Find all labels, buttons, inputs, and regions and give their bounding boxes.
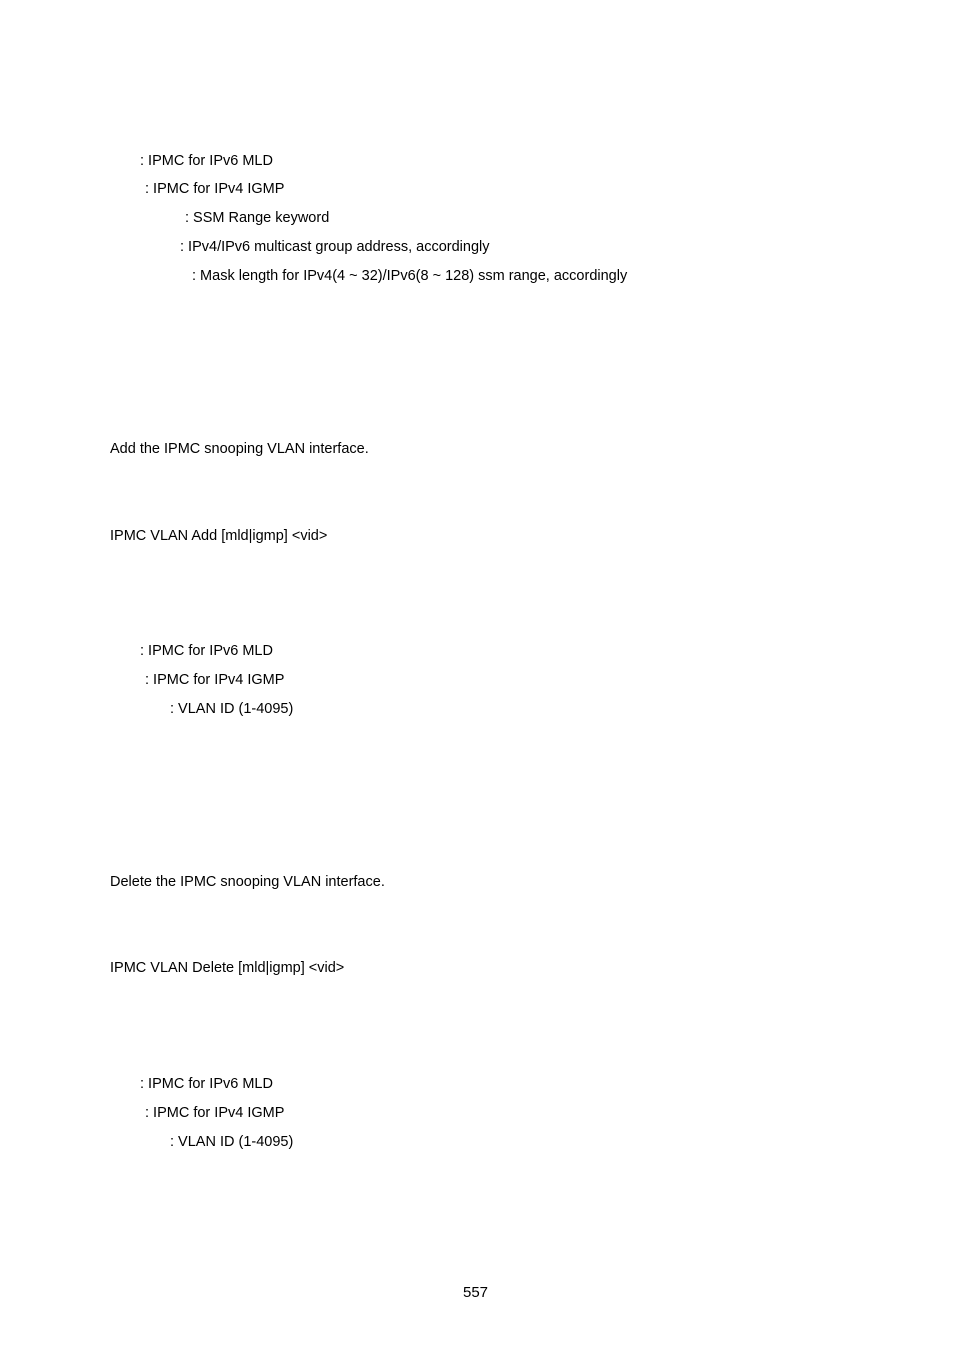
vlan-add-param-vid: : VLAN ID (1-4095)	[170, 701, 294, 717]
vlan-add-param-igmp: : IPMC for IPv4 IGMP	[145, 672, 285, 688]
param-igmp-description: : IPMC for IPv4 IGMP	[145, 181, 285, 197]
vlan-add-description: Add the IPMC snooping VLAN interface.	[110, 441, 369, 457]
vlan-add-param-mld: : IPMC for IPv6 MLD	[140, 643, 273, 659]
vlan-delete-description: Delete the IPMC snooping VLAN interface.	[110, 874, 385, 890]
param-group-address-description: : IPv4/IPv6 multicast group address, accordingly	[180, 239, 490, 255]
page-number: 557	[463, 1284, 489, 1301]
vlan-delete-syntax: IPMC VLAN Delete [mld|igmp] <vid>	[110, 960, 345, 976]
param-ssm-range-description: : SSM Range keyword	[185, 210, 330, 226]
vlan-delete-param-mld: : IPMC for IPv6 MLD	[140, 1076, 273, 1092]
param-mld-description: : IPMC for IPv6 MLD	[140, 153, 273, 169]
vlan-delete-param-vid: : VLAN ID (1-4095)	[170, 1134, 294, 1150]
vlan-add-syntax: IPMC VLAN Add [mld|igmp] <vid>	[110, 528, 328, 544]
vlan-delete-param-igmp: : IPMC for IPv4 IGMP	[145, 1105, 285, 1121]
param-mask-length-description: : Mask length for IPv4(4 ~ 32)/IPv6(8 ~ 128) ssm range, accordingly	[192, 268, 628, 284]
